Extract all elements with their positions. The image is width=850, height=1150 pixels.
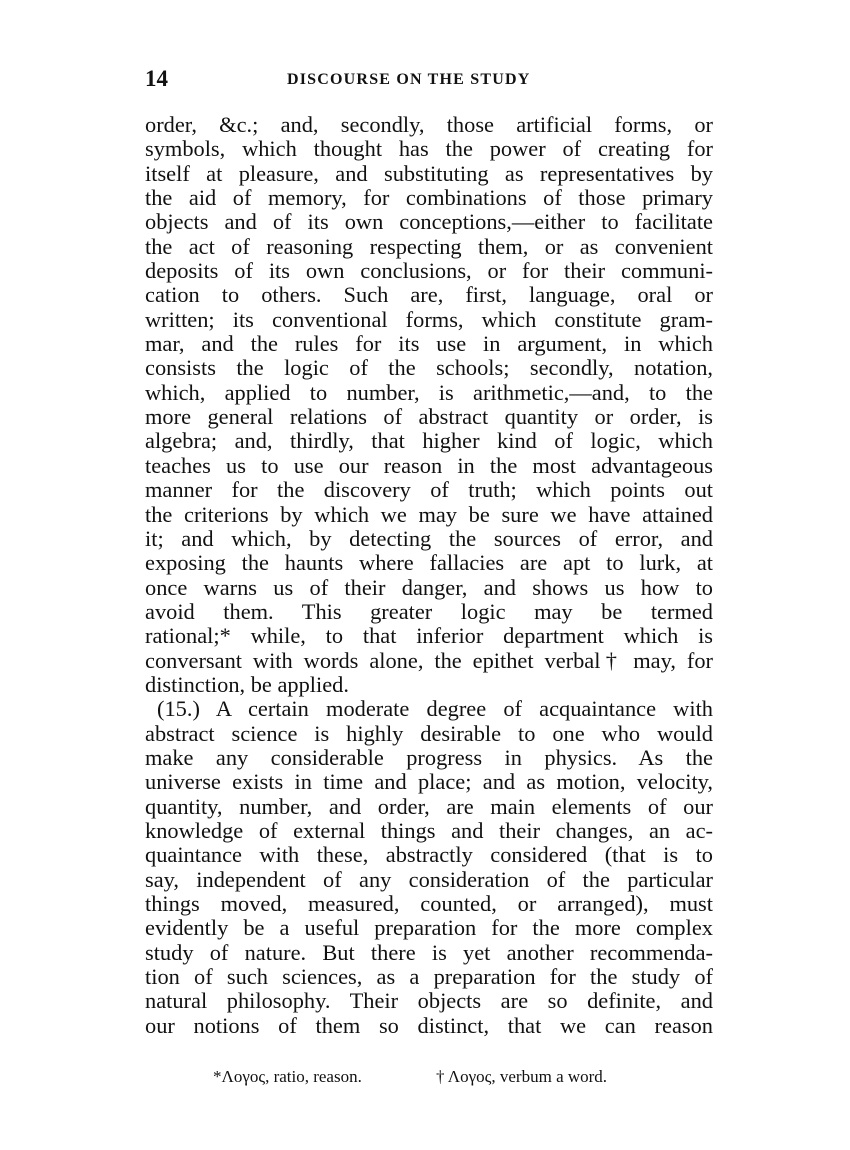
text-line: distinction, be applied. xyxy=(145,672,349,697)
text-line: algebra; and, thirdly, that higher kind of logic, which xyxy=(145,429,713,454)
text-line: quantity, number, and order, are main elements of our xyxy=(145,794,713,819)
text-line: our notions of them so distinct, that we can reason xyxy=(145,1013,713,1038)
text-line: universe exists in time and place; and as motion, velocity, xyxy=(145,770,713,795)
text-line: once warns us of their danger, and shows us how to xyxy=(145,575,713,600)
footnote-verbal: † Λογος, verbum a word. xyxy=(436,1067,608,1086)
text-line: symbols, which thought has the power of creating for xyxy=(145,137,713,162)
page-number: 14 xyxy=(145,66,168,91)
text-line: cation to others. Such are, first, language, oral or xyxy=(145,283,713,308)
footnote-rational: *Λογος, ratio, reason. xyxy=(213,1067,362,1086)
body-text xyxy=(145,113,713,1038)
text-line: conversant with words alone, the epithet verbal† may, for xyxy=(145,648,713,673)
text-line: say, independent of any consideration of the particular xyxy=(145,867,713,892)
text-line: deposits of its own conclusions, or for their communi- xyxy=(145,259,713,284)
text-line: natural philosophy. Their objects are so definite, and xyxy=(145,989,713,1014)
text-line: it; and which, by detecting the sources of error, and xyxy=(145,526,713,551)
page-header xyxy=(145,66,711,96)
text-line: the act of reasoning respecting them, or as convenient xyxy=(145,234,713,259)
text-line: quaintance with these, abstractly considered (that is to xyxy=(145,843,713,868)
text-line: the aid of memory, for combinations of those primary xyxy=(145,186,713,211)
text-line: things moved, measured, counted, or arranged), must xyxy=(145,892,713,916)
running-head: DISCOURSE ON THE STUDY xyxy=(287,71,531,88)
text-line: mar, and the rules for its use in argument, in which xyxy=(145,332,713,357)
text-line: itself at pleasure, and substituting as representatives by xyxy=(145,161,713,186)
text-line: abstract science is highly desirable to one who would xyxy=(145,721,713,746)
text-line: rational;* while, to that inferior department which is xyxy=(145,624,713,649)
text-line: exposing the haunts where fallacies are apt to lurk, at xyxy=(145,551,713,576)
text-line: knowledge of external things and their changes, an ac- xyxy=(145,818,713,843)
text-line: evidently be a useful preparation for the more complex xyxy=(145,916,713,941)
text-line: which, applied to number, is arithmetic,—and, to the xyxy=(145,380,713,405)
text-line: avoid them. This greater logic may be termed xyxy=(145,599,713,624)
paragraph-start-line: (15.) A certain moderate degree of acquaintance with xyxy=(157,697,713,722)
text-line: written; its conventional forms, which constitute gram- xyxy=(145,307,713,332)
text-line: tion of such sciences, as a preparation for the study of xyxy=(145,965,713,990)
footnotes xyxy=(213,1066,653,1090)
text-line: teaches us to use our reason in the most advantageous xyxy=(145,453,713,478)
text-line: more general relations of abstract quantity or order, is xyxy=(145,405,713,430)
text-line: study of nature. But there is yet another recommenda- xyxy=(145,940,713,965)
text-line: consists the logic of the schools; secondly, notation, xyxy=(145,356,713,381)
text-line: order, &c.; and, secondly, those artificial forms, or xyxy=(145,113,713,137)
text-line: the criterions by which we may be sure we have attained xyxy=(145,502,713,527)
text-line: manner for the discovery of truth; which points out xyxy=(145,478,713,503)
text-line: make any considerable progress in physics. As the xyxy=(145,745,713,770)
text-line: objects and of its own conceptions,—either to facilitate xyxy=(145,210,713,235)
